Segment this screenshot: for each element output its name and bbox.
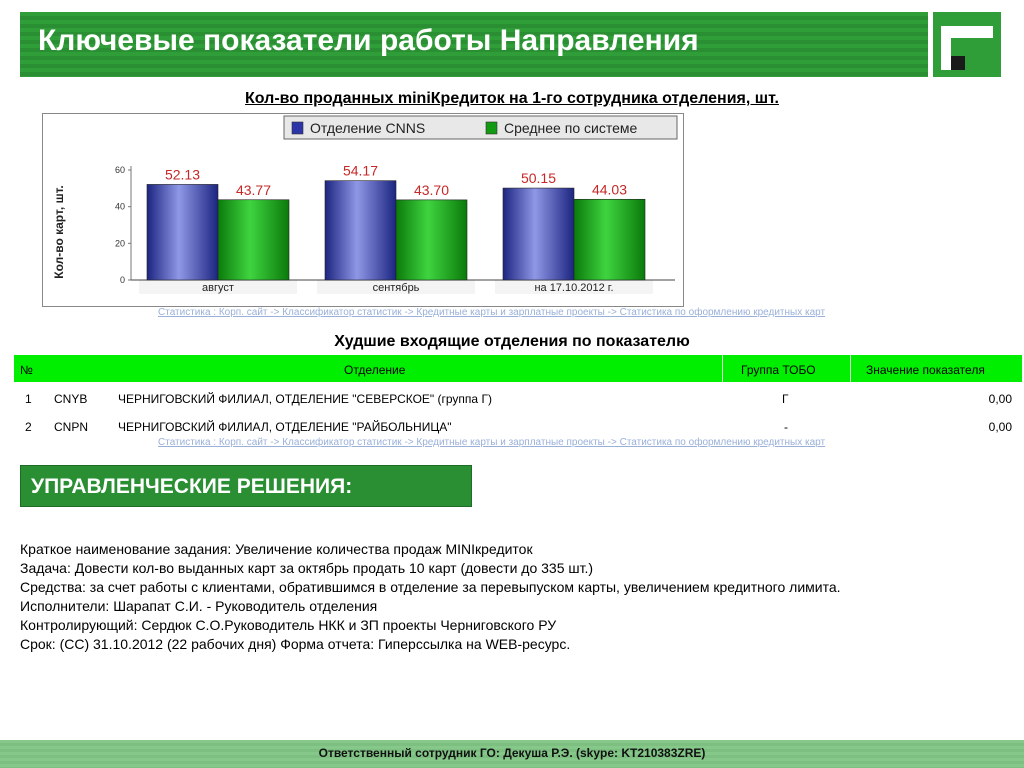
legend-label: Среднее по системе bbox=[504, 120, 638, 136]
row-group: - bbox=[784, 420, 788, 434]
bar bbox=[574, 199, 645, 280]
row-code: CNYB bbox=[54, 392, 88, 406]
col-header-value: Значение показателя bbox=[866, 363, 985, 377]
bar bbox=[325, 181, 396, 280]
decisions-title: УПРАВЛЕНЧЕСКИЕ РЕШЕНИЯ: bbox=[31, 475, 353, 498]
task-line-deadline: Срок: (СС) 31.10.2012 (22 рабочих дня) Форма отчета: Гиперссылка на WEB-ресурс. bbox=[20, 636, 571, 652]
task-line-controller: Контролирующий: Сердюк С.О.Руководитель НКК и ЗП проекты Черниговского РУ bbox=[20, 617, 557, 633]
row-number: 2 bbox=[25, 420, 32, 434]
table-header bbox=[14, 355, 1022, 382]
legend-label: Отделение CNNS bbox=[310, 120, 426, 136]
bar-chart bbox=[42, 113, 684, 307]
logo-square bbox=[951, 56, 965, 70]
row-value: 0,00 bbox=[988, 392, 1012, 406]
bar-value-label: 43.70 bbox=[413, 181, 450, 198]
col-divider bbox=[850, 355, 851, 382]
bar-value-label: 43.77 bbox=[235, 181, 272, 198]
category-label: сентябрь bbox=[372, 282, 420, 294]
bar bbox=[218, 200, 289, 280]
y-tick-label: 20 bbox=[114, 238, 125, 249]
bar bbox=[396, 200, 467, 280]
y-axis-title: Кол-во карт, шт. bbox=[52, 185, 66, 279]
chart-canvas bbox=[43, 114, 683, 306]
bank-logo bbox=[933, 12, 1001, 77]
col-header-group: Группа ТОБО bbox=[741, 363, 816, 377]
bar-value-label: 54.17 bbox=[342, 162, 379, 179]
decisions-banner bbox=[20, 465, 472, 507]
row-number: 1 bbox=[25, 392, 32, 406]
y-tick-label: 0 bbox=[119, 275, 125, 285]
bar-value-label: 52.13 bbox=[164, 166, 201, 183]
source-link-table[interactable]: Статистика : Корп. сайт -> Классификатор статистик -> Кредитные карты и зарплатные проекты -> Статистика по оформлению кредитных карт bbox=[158, 437, 826, 448]
bar-value-label: 44.03 bbox=[591, 181, 628, 198]
col-header-branch: Отделение bbox=[344, 363, 406, 377]
worst-branches-title: Худшие входящие отделения по показателю bbox=[334, 333, 690, 350]
row-group: Г bbox=[782, 392, 789, 406]
table-row bbox=[14, 388, 1022, 410]
col-header-number: № bbox=[20, 363, 33, 377]
y-tick-label: 40 bbox=[114, 201, 125, 212]
legend-swatch bbox=[292, 122, 303, 134]
category-label: август bbox=[202, 282, 234, 294]
row-branch-name: ЧЕРНИГОВСКИЙ ФИЛИАЛ, ОТДЕЛЕНИЕ "СЕВЕРСКОЕ" (группа Г) bbox=[118, 392, 492, 406]
logo-frame bbox=[941, 26, 993, 70]
task-line-goal: Задача: Довести кол-во выданных карт за октябрь продать 10 карт (довести до 335 шт.) bbox=[20, 560, 594, 576]
footer-responsible: Ответственный сотрудник ГО: Декуша Р.Э. (skype: KT210383ZRE) bbox=[318, 746, 706, 760]
page-title: Ключевые показатели работы Направления bbox=[38, 24, 699, 57]
task-description bbox=[20, 540, 841, 654]
row-value: 0,00 bbox=[988, 420, 1012, 434]
chart-title: Кол-во проданных miniКредиток на 1-го сотрудника отделения, шт. bbox=[245, 90, 779, 107]
bar bbox=[147, 184, 218, 280]
table-row bbox=[14, 416, 1022, 438]
bar-value-label: 50.15 bbox=[520, 170, 557, 187]
col-divider bbox=[722, 355, 723, 382]
task-line-executors: Исполнители: Шарапат С.И. - Руководитель отделения bbox=[20, 598, 378, 614]
bar bbox=[503, 188, 574, 280]
y-tick-label: 60 bbox=[114, 165, 125, 175]
category-label: на 17.10.2012 г. bbox=[534, 282, 614, 294]
row-code: CNPN bbox=[54, 420, 89, 434]
source-link-chart[interactable]: Статистика : Корп. сайт -> Классификатор статистик -> Кредитные карты и зарплатные проекты -> Статистика по оформлению кредитных карт bbox=[158, 307, 826, 318]
task-line-name: Краткое наименование задания: Увеличение количества продаж MINIкредиток bbox=[20, 541, 533, 557]
legend-swatch bbox=[486, 122, 497, 134]
task-line-means: Средства: за счет работы с клиентами, обратившимся в отделение за перевыпуском карты, увеличением кредитного лимита. bbox=[20, 579, 841, 595]
footer-bar bbox=[0, 740, 1024, 768]
chart-bars bbox=[147, 163, 645, 280]
row-branch-name: ЧЕРНИГОВСКИЙ ФИЛИАЛ, ОТДЕЛЕНИЕ "РАЙБОЛЬНИЦА" bbox=[118, 420, 452, 434]
chart-legend bbox=[284, 116, 677, 143]
